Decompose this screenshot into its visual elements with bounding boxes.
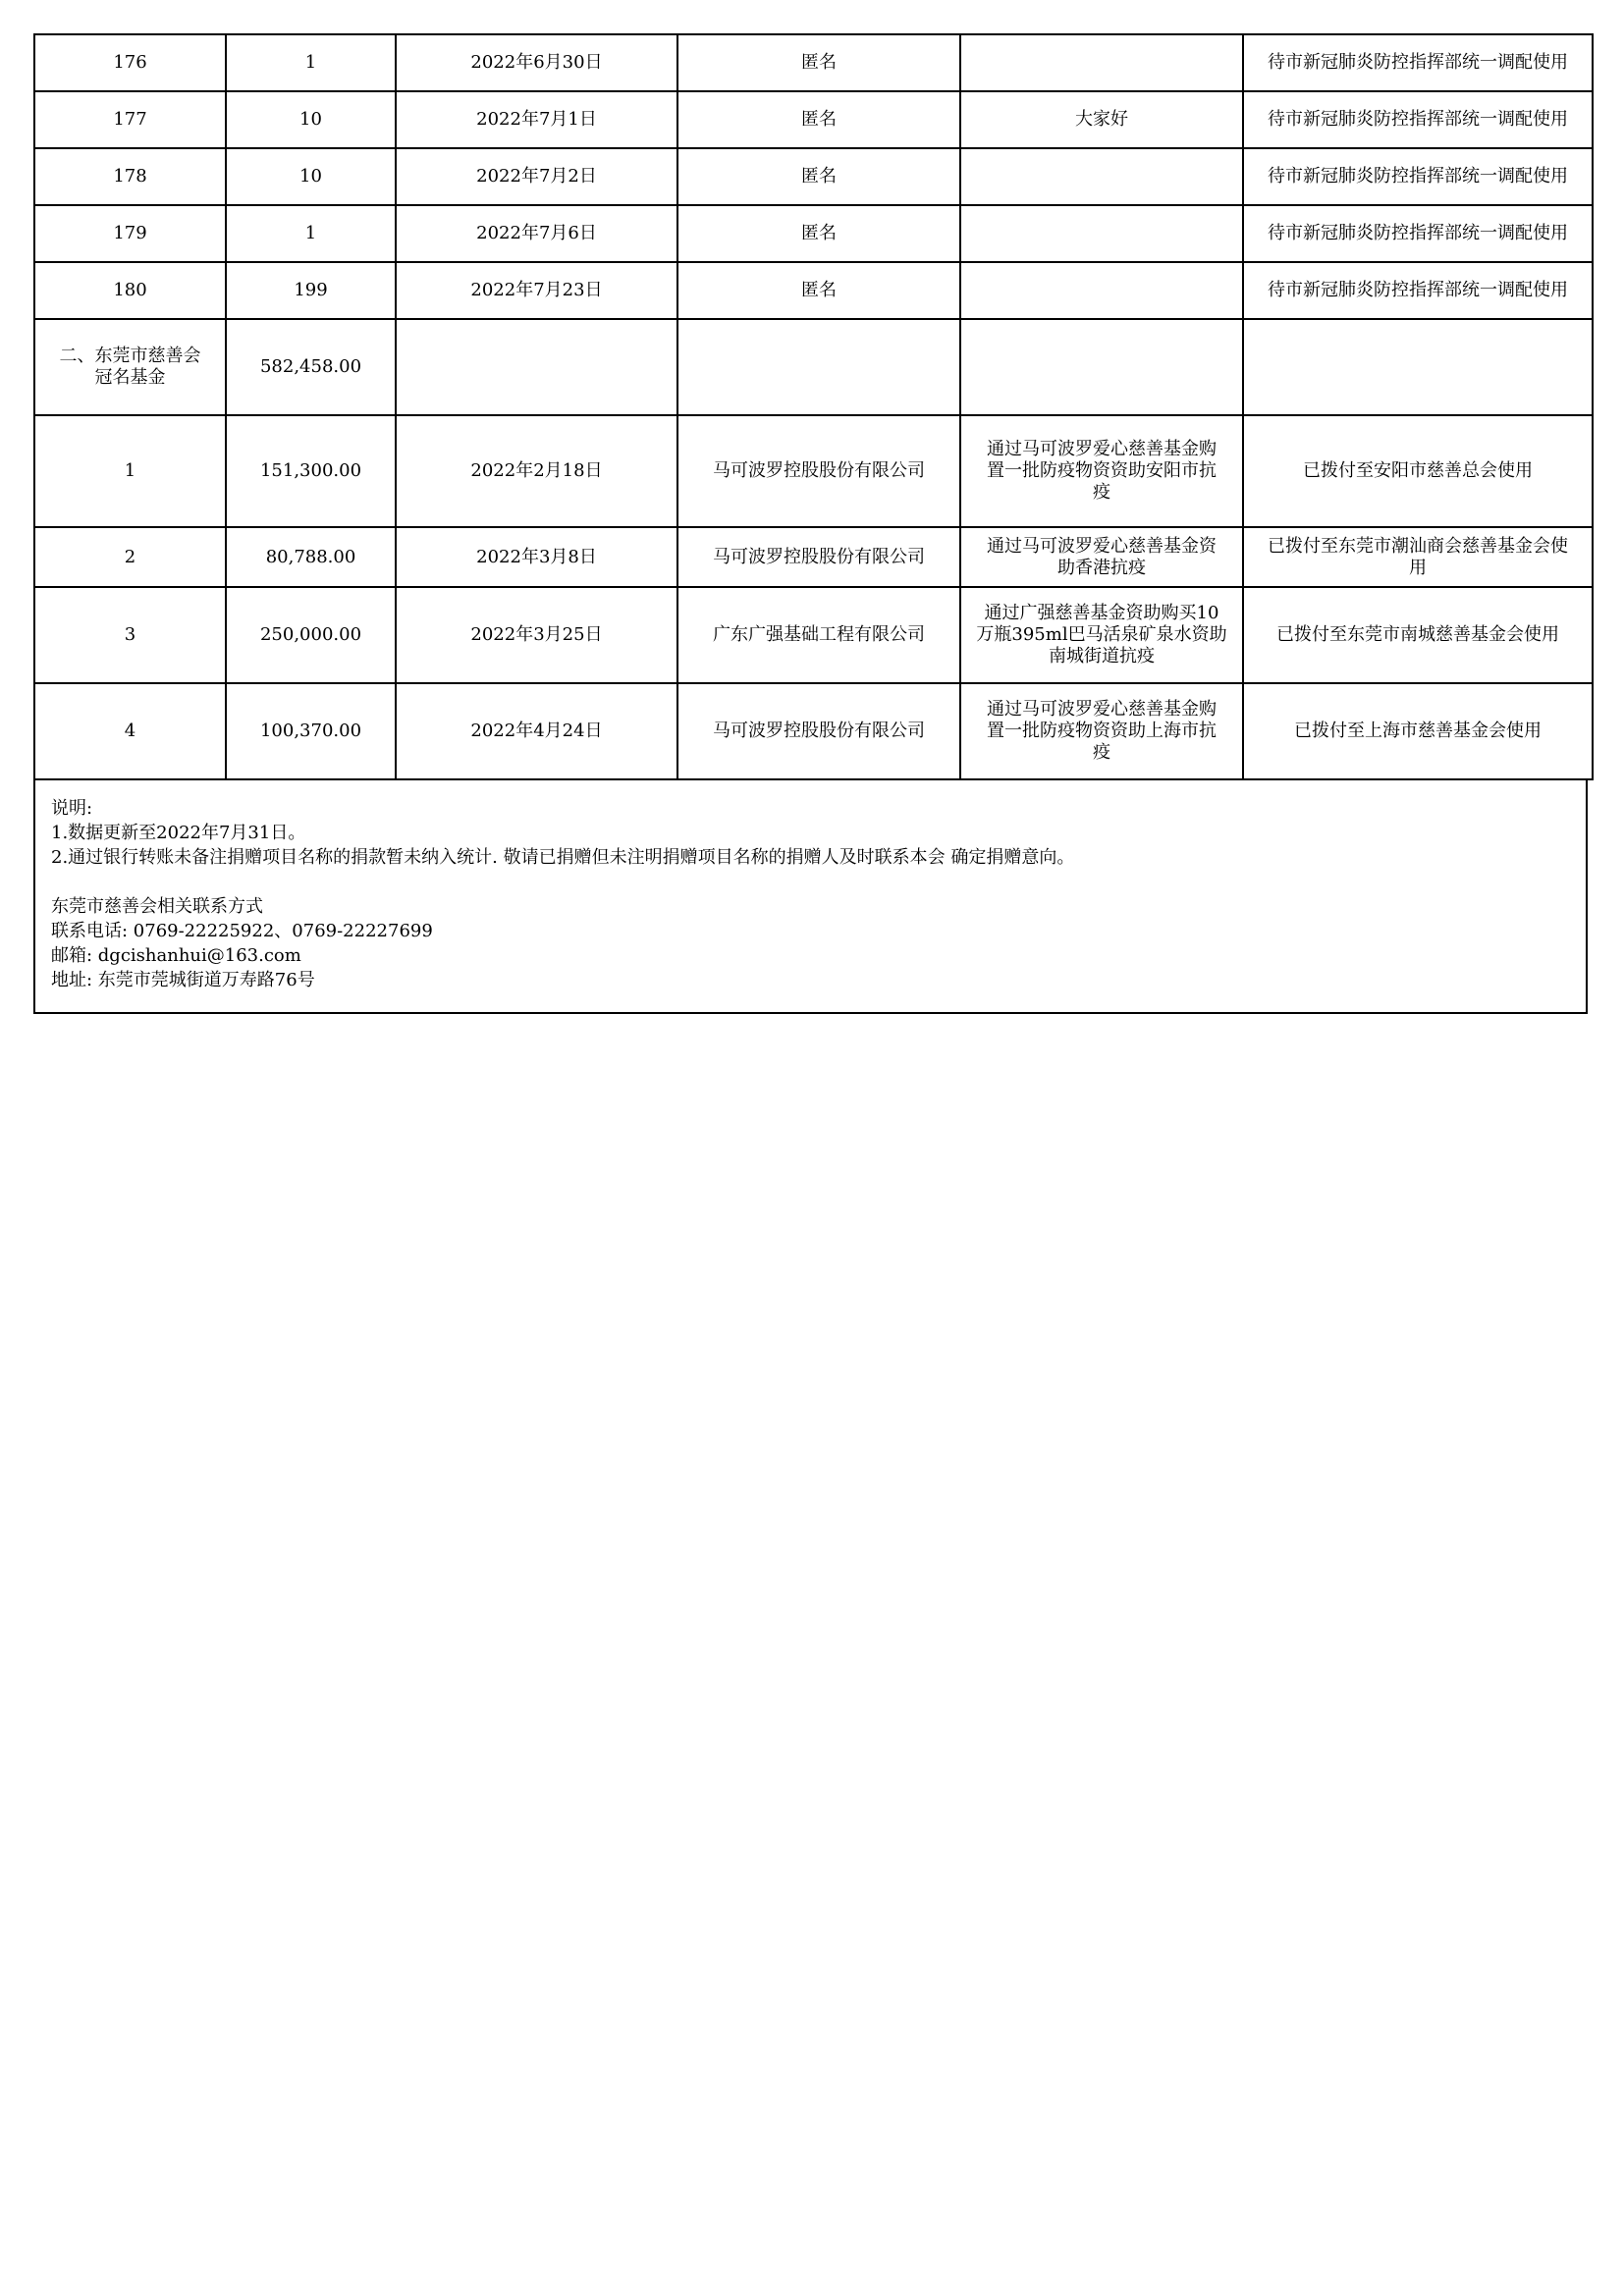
- usage-line: 已拨付至上海市慈善基金会使用: [1294, 721, 1542, 741]
- donor-name: 匿名: [677, 91, 960, 148]
- donation-date: 2022年3月25日: [396, 587, 677, 683]
- table-row: [34, 262, 1593, 319]
- donation-date: 2022年7月1日: [396, 91, 677, 148]
- row-number: 4: [34, 683, 226, 779]
- donation-date: 2022年3月8日: [396, 527, 677, 587]
- note-line: 1.数据更新至2022年7月31日。: [51, 823, 306, 843]
- purpose-line: 置一批防疫物资资助上海市抗: [987, 721, 1217, 741]
- table-row: [34, 683, 1593, 779]
- donation-amount: 199: [226, 262, 396, 319]
- usage-line: 已拨付至东莞市潮汕商会慈善基金会使: [1268, 535, 1568, 557]
- table-row: [34, 527, 1593, 587]
- donation-purpose: [960, 148, 1243, 205]
- purpose-line: 疫: [1093, 742, 1110, 763]
- usage-line: 已拨付至东莞市南城慈善基金会使用: [1276, 624, 1559, 645]
- row-number: 3: [34, 587, 226, 683]
- spacer: [51, 870, 1570, 894]
- section-label: [34, 319, 226, 415]
- donation-purpose: [960, 34, 1243, 91]
- donation-amount: 151,300.00: [226, 415, 396, 527]
- donation-purpose: [960, 527, 1243, 587]
- donation-table: [33, 33, 1594, 780]
- purpose-line: 万瓶395ml巴马活泉矿泉水资助: [976, 624, 1227, 645]
- donor-name: 广东广强基础工程有限公司: [677, 587, 960, 683]
- empty-cell: [396, 319, 677, 415]
- donation-usage: [1243, 683, 1593, 779]
- contact-email: 邮箱: dgcishanhui@163.com: [51, 945, 301, 966]
- donor-name: 匿名: [677, 262, 960, 319]
- donation-amount: 250,000.00: [226, 587, 396, 683]
- row-number: 1: [34, 415, 226, 527]
- purpose-line: 疫: [1093, 482, 1110, 503]
- row-number: 2: [34, 527, 226, 587]
- donation-usage: 待市新冠肺炎防控指挥部统一调配使用: [1243, 262, 1593, 319]
- donation-usage: [1243, 415, 1593, 527]
- contact-phone: 联系电话: 0769-22225922、0769-22227699: [51, 921, 433, 941]
- row-number: 177: [34, 91, 226, 148]
- donation-usage: [1243, 587, 1593, 683]
- usage-line: 已拨付至安阳市慈善总会使用: [1303, 460, 1533, 481]
- usage-line: 用: [1409, 557, 1427, 578]
- table-row: [34, 415, 1593, 527]
- donor-name: 匿名: [677, 34, 960, 91]
- empty-cell: [960, 319, 1243, 415]
- notes-box: [33, 780, 1588, 1014]
- donation-purpose: 大家好: [960, 91, 1243, 148]
- donation-usage: 待市新冠肺炎防控指挥部统一调配使用: [1243, 34, 1593, 91]
- purpose-line: 通过广强慈善基金资助购买10: [984, 603, 1219, 623]
- donation-purpose: [960, 415, 1243, 527]
- donor-name: 马可波罗控股股份有限公司: [677, 415, 960, 527]
- purpose-line: 通过马可波罗爱心慈善基金购: [987, 699, 1217, 720]
- notes-heading: 说明:: [51, 798, 93, 819]
- donation-date: 2022年7月2日: [396, 148, 677, 205]
- donation-date: 2022年7月23日: [396, 262, 677, 319]
- donor-name: 马可波罗控股股份有限公司: [677, 683, 960, 779]
- donation-purpose: [960, 205, 1243, 262]
- donation-date: 2022年6月30日: [396, 34, 677, 91]
- empty-cell: [677, 319, 960, 415]
- donation-date: 2022年2月18日: [396, 415, 677, 527]
- donation-purpose: [960, 683, 1243, 779]
- section-label-line: 二、东莞市慈善会: [59, 346, 201, 366]
- donor-name: 马可波罗控股股份有限公司: [677, 527, 960, 587]
- donation-amount: 100,370.00: [226, 683, 396, 779]
- empty-cell: [1243, 319, 1593, 415]
- section-total: 582,458.00: [226, 319, 396, 415]
- table-row: [34, 587, 1593, 683]
- section-header-row: [34, 319, 1593, 415]
- purpose-line: 南城街道抗疫: [1049, 646, 1155, 667]
- donation-usage: 待市新冠肺炎防控指挥部统一调配使用: [1243, 205, 1593, 262]
- donation-date: 2022年4月24日: [396, 683, 677, 779]
- contact-title: 东莞市慈善会相关联系方式: [51, 896, 263, 917]
- donation-usage: [1243, 527, 1593, 587]
- purpose-line: 助香港抗疫: [1057, 557, 1146, 578]
- donor-name: 匿名: [677, 148, 960, 205]
- contact-address: 地址: 东莞市莞城街道万寿路76号: [51, 970, 315, 990]
- donation-amount: 1: [226, 205, 396, 262]
- donation-usage: 待市新冠肺炎防控指挥部统一调配使用: [1243, 148, 1593, 205]
- table-row: [34, 34, 1593, 91]
- donation-date: 2022年7月6日: [396, 205, 677, 262]
- table-row: [34, 148, 1593, 205]
- row-number: 178: [34, 148, 226, 205]
- donor-name: 匿名: [677, 205, 960, 262]
- row-number: 176: [34, 34, 226, 91]
- row-number: 179: [34, 205, 226, 262]
- table-row: [34, 91, 1593, 148]
- section-label-line: 冠名基金: [94, 367, 166, 388]
- document-page: [33, 33, 1592, 1014]
- donation-usage: 待市新冠肺炎防控指挥部统一调配使用: [1243, 91, 1593, 148]
- donation-purpose: [960, 262, 1243, 319]
- donation-amount: 80,788.00: [226, 527, 396, 587]
- purpose-line: 置一批防疫物资资助安阳市抗: [987, 460, 1217, 481]
- purpose-line: 通过马可波罗爱心慈善基金资: [987, 535, 1217, 557]
- note-line: 2.通过银行转账未备注捐赠项目名称的捐款暂未纳入统计. 敬请已捐赠但未注明捐赠项目名称的捐赠人及时联系本会 确定捐赠意向。: [51, 847, 1075, 868]
- table-row: [34, 205, 1593, 262]
- donation-amount: 10: [226, 91, 396, 148]
- purpose-line: 通过马可波罗爱心慈善基金购: [987, 439, 1217, 459]
- row-number: 180: [34, 262, 226, 319]
- donation-purpose: [960, 587, 1243, 683]
- donation-amount: 1: [226, 34, 396, 91]
- donation-amount: 10: [226, 148, 396, 205]
